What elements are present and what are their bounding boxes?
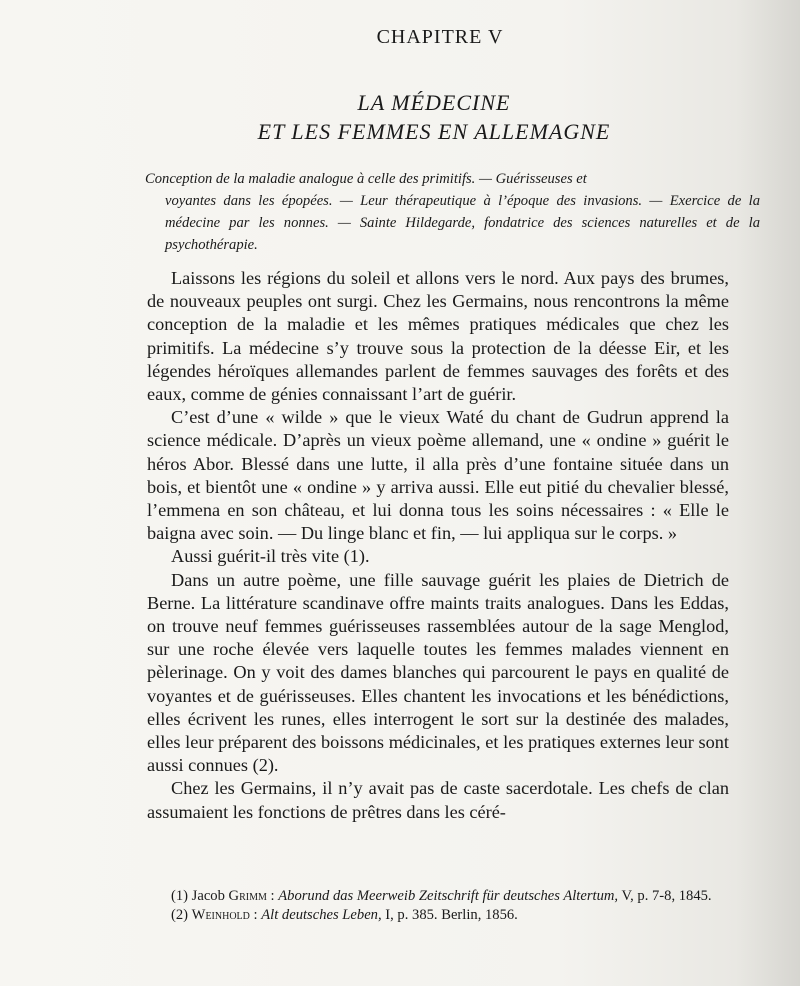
body-text bbox=[147, 267, 729, 824]
chapter-summary bbox=[145, 168, 760, 256]
chapter-title-line-1: LA MÉDECINE bbox=[357, 90, 511, 115]
footnote-work: Aborund das Meerweib Zeitschrift für deutsches Altertum, bbox=[278, 888, 619, 904]
paragraph: Aussi guérit-il très vite (1). bbox=[171, 546, 370, 567]
footnote-separator: : bbox=[249, 907, 262, 923]
footnote-separator: : bbox=[266, 888, 279, 904]
footnote-1 bbox=[147, 887, 737, 906]
footnote-reference: V, p. 7-8, 1845. bbox=[618, 888, 712, 904]
footnote-work: Alt deutsches Leben, bbox=[261, 907, 382, 923]
paragraph: Dans un autre poème, une fille sauvage guérit les plaies de Dietrich de Berne. La littérature scandinave offre maints traits analogues. Dans les Eddas, on trouve neuf femmes guérisseuses rassemblées autour de la sage Menglod, sur une roche élevée vers laquelle toutes les femmes malades viennent en pèlerinage. On y voit des dames blanches qui parcourent le pays en qualité de voyantes et de guérisseuses. Elles chantent les invocations et les bénédictions, elles écrivent les runes, elles interrogent le sort sur la destinée des malades, elles leur préparent des boissons médicinales, et les pratiques externes leur sont aussi connues (2). bbox=[147, 569, 729, 776]
summary-line-2: voyantes dans les épopées. — Leur thérapeutique à l’époque des invasions. — Exercice de la médecine par les nonnes. — Sainte Hildegarde, fondatrice des sciences naturelles et de la psychothérapie. bbox=[165, 193, 760, 253]
footnote-number: (1) Jacob bbox=[171, 888, 229, 904]
footnote-reference: I, p. 385. Berlin, 1856. bbox=[381, 907, 518, 923]
footnotes bbox=[147, 887, 737, 925]
footnote-author: Weinhold bbox=[191, 907, 250, 923]
footnote-2 bbox=[147, 906, 737, 925]
paragraph: Chez les Germains, il n’y avait pas de caste sacerdotale. Les chefs de clan assumaient les fonctions de prêtres dans les céré- bbox=[147, 778, 729, 822]
footnote-number: (2) bbox=[171, 907, 192, 923]
paragraph: Laissons les régions du soleil et allons vers le nord. Aux pays des brumes, de nouveaux peuples ont surgi. Chez les Germains, nous rencontrons la même conception de la maladie et les mêmes pratiques médicales que chez les primitifs. La médecine s’y trouve sous la protection de la déesse Eir, et les légendes héroïques allemandes parlent de femmes sauvages des forêts et des eaux, comme de génies connaissant l’art de guérir. bbox=[147, 268, 729, 405]
paragraph: C’est d’une « wilde » que le vieux Waté du chant de Gudrun apprend la science médicale. D’après un vieux poème allemand, une « ondine » guérit le héros Abor. Blessé dans une lutte, il alla près d’une fontaine située dans un bois, et bientôt une « ondine » y arriva aussi. Elle eut pitié du chevalier blessé, l’emmena en son château, et lui donna tous les soins nécessaires : « Elle le baigna avec soin. — Du linge blanc et fin, — lui appliqua sur le corps. » bbox=[147, 407, 729, 544]
chapter-title-line-2: ET LES FEMMES EN ALLEMAGNE bbox=[257, 119, 611, 144]
footnote-author: Grimm bbox=[228, 888, 267, 904]
chapter-heading: CHAPITRE V bbox=[376, 26, 504, 48]
summary-line-1: Conception de la maladie analogue à celle des primitifs. — Guérisseuses et bbox=[145, 171, 587, 187]
